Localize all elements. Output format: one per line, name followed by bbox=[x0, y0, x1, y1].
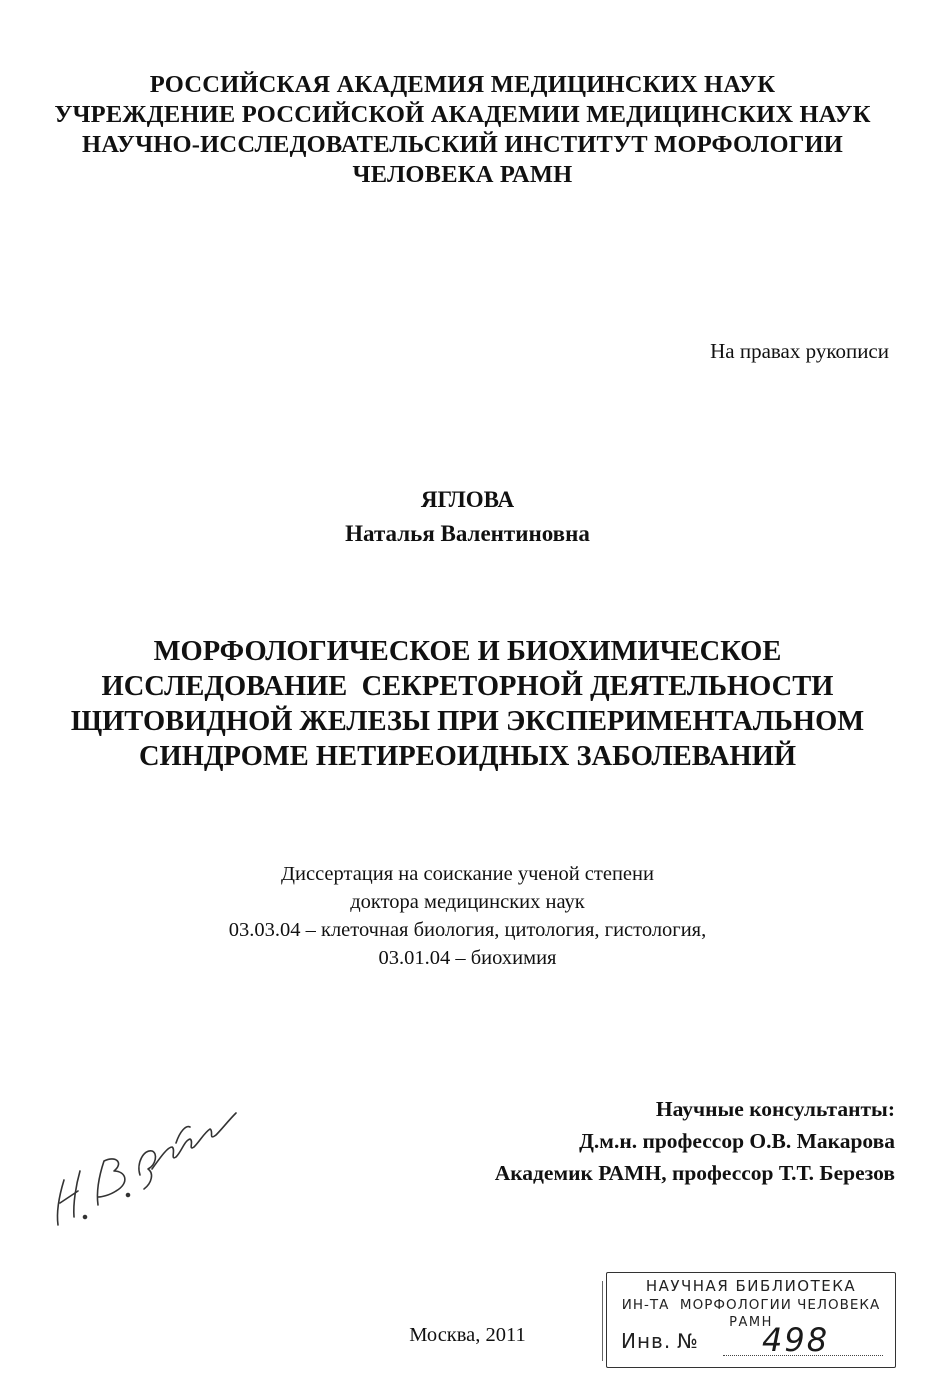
city-year: Москва, 2011 bbox=[409, 1324, 526, 1346]
institution-header bbox=[0, 70, 925, 190]
library-stamp bbox=[606, 1272, 896, 1368]
degree-line: Диссертация на соискание ученой степени bbox=[281, 863, 654, 885]
specialty-line: 03.03.04 – клеточная биология, цитология, гистология, bbox=[228, 919, 707, 941]
stamp-inventory-number: 498 bbox=[762, 1321, 830, 1359]
title-line: ЩИТОВИДНОЙ ЖЕЛЕЗЫ ПРИ ЭКСПЕРИМЕНТАЛЬНОМ bbox=[70, 706, 865, 737]
stamp-academy: РАМН bbox=[729, 1315, 773, 1330]
specialty-line: 03.01.04 – биохимия bbox=[378, 947, 557, 969]
title-line: ИССЛЕДОВАНИЕ СЕКРЕТОРНОЙ ДЕЯТЕЛЬНОСТИ bbox=[101, 671, 834, 702]
dissertation-title bbox=[0, 634, 925, 774]
title-line: СИНДРОМЕ НЕТИРЕОИДНЫХ ЗАБОЛЕВАНИЙ bbox=[138, 741, 797, 772]
stamp-library-name: НАУЧНАЯ БИБЛИОТЕКА bbox=[645, 1277, 857, 1295]
degree-line: доктора медицинских наук bbox=[350, 891, 585, 913]
author-surname: ЯГЛОВА bbox=[420, 487, 515, 512]
consultant-name: Д.м.н. профессор О.В. Макарова bbox=[579, 1129, 895, 1153]
rights-note: На правах рукописи bbox=[710, 339, 889, 363]
stamp-number-sign: № bbox=[677, 1329, 698, 1353]
stamp-institute-name: ИН-ТА МОРФОЛОГИИ ЧЕЛОВЕКА bbox=[621, 1297, 881, 1313]
stamp-inventory-label: Инв. bbox=[621, 1329, 672, 1353]
author-block bbox=[0, 483, 925, 551]
consultants-block bbox=[495, 1093, 895, 1189]
handwritten-signature bbox=[40, 1085, 240, 1245]
header-line: ЧЕЛОВЕКА РАМН bbox=[352, 161, 573, 188]
title-line: МОРФОЛОГИЧЕСКОЕ И БИОХИМИЧЕСКОЕ bbox=[153, 636, 782, 667]
header-line: НАУЧНО-ИССЛЕДОВАТЕЛЬСКИЙ ИНСТИТУТ МОРФОЛОГИИ bbox=[81, 131, 844, 158]
author-given-names: Наталья Валентиновна bbox=[345, 521, 590, 546]
header-line: УЧРЕЖДЕНИЕ РОССИЙСКОЙ АКАДЕМИИ МЕДИЦИНСКИХ НАУК bbox=[54, 101, 871, 128]
dissertation-info bbox=[0, 860, 925, 972]
stamp-underline bbox=[723, 1355, 883, 1356]
consultants-heading: Научные консультанты: bbox=[655, 1097, 895, 1121]
consultant-name: Академик РАМН, профессор Т.Т. Березов bbox=[494, 1161, 895, 1185]
header-line: РОССИЙСКАЯ АКАДЕМИЯ МЕДИЦИНСКИХ НАУК bbox=[149, 71, 776, 98]
